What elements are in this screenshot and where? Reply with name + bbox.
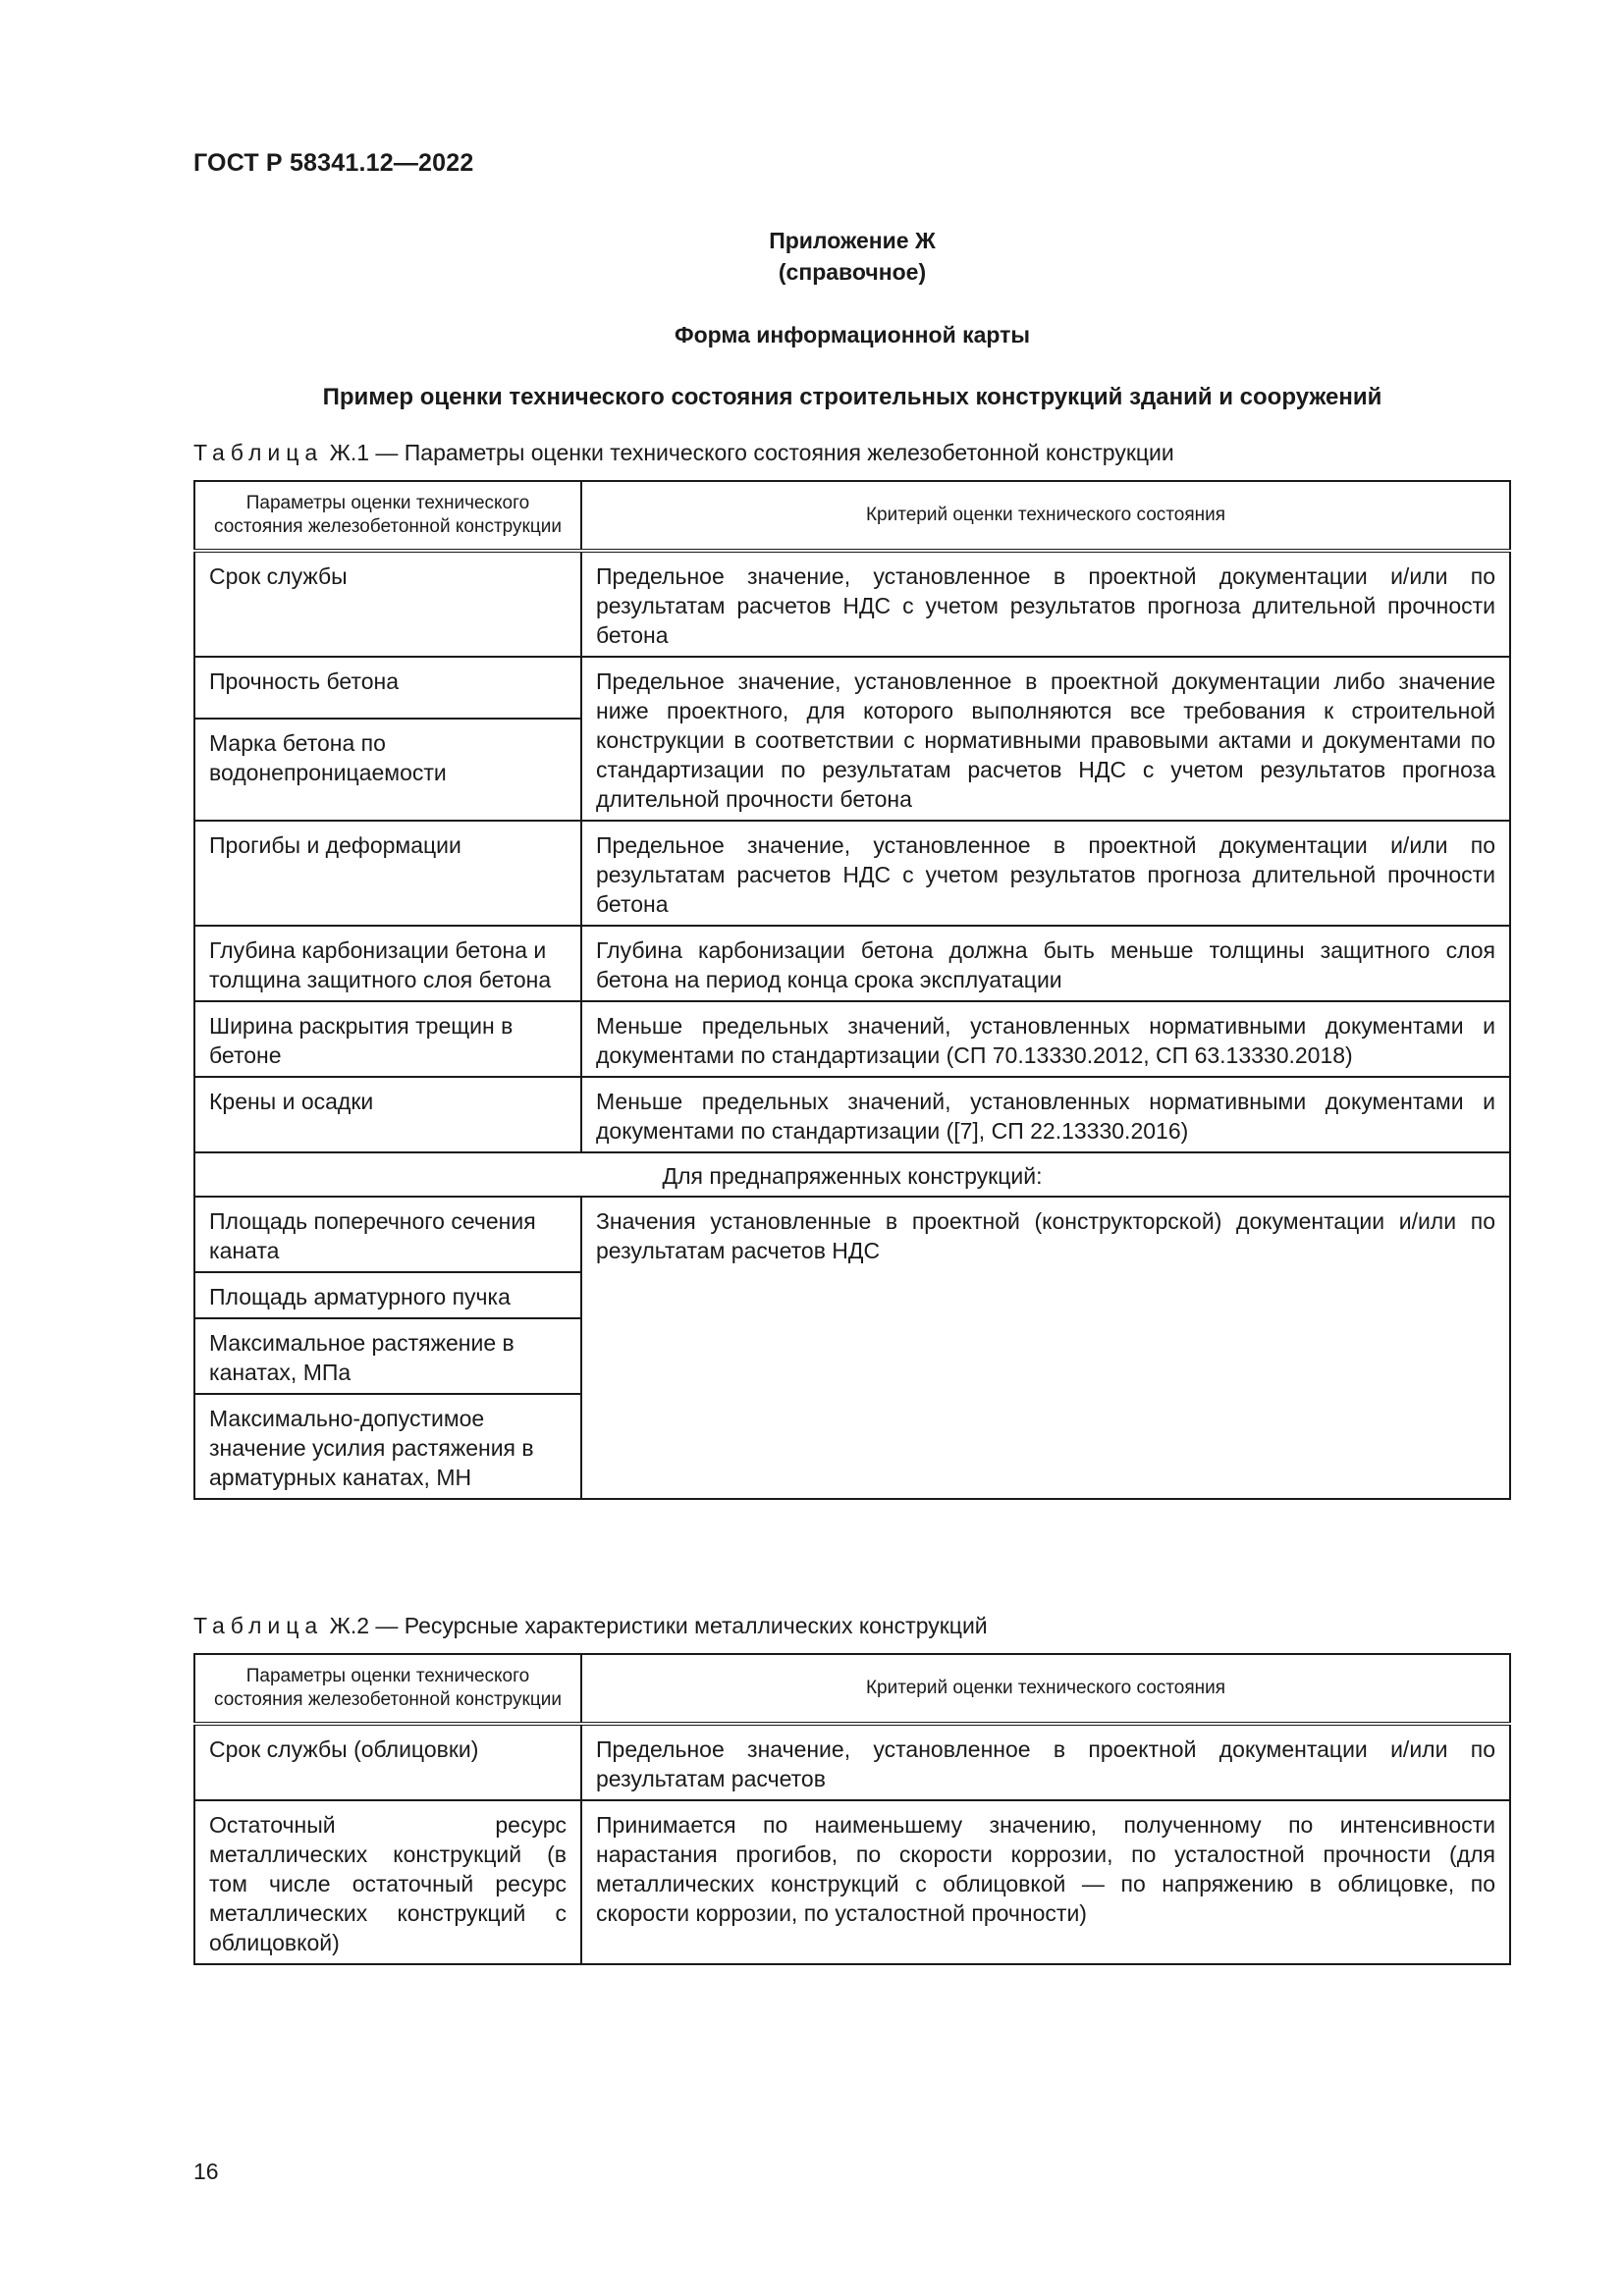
criterion-cell: Предельное значение, установленное в проектной документации либо значение ниже проектного, для которого выполняются все требования к строительной конструкции в соответствии с нормативными правовыми актами и документами по стандартизации по результатам расчетов НДС с учетом результатов прогноза длительной прочности бетона: [581, 657, 1510, 821]
param-cell: Максимально-допустимое значение усилия растяжения в арматурных канатах, МН: [194, 1394, 581, 1499]
standard-id: ГОСТ Р 58341.12—2022: [193, 149, 474, 177]
criterion-cell: Предельное значение, установленное в проектной документации и/или по результатам расчетов НДС с учетом результатов прогноза длительной прочности бетона: [581, 821, 1510, 926]
table1: [193, 480, 1511, 1500]
param-cell: Крены и осадки: [194, 1077, 581, 1152]
param-cell: Прочность бетона: [194, 657, 581, 719]
param-cell: Ширина раскрытия трещин в бетоне: [194, 1001, 581, 1077]
param-cell: Максимальное растяжение в канатах, МПа: [194, 1318, 581, 1394]
criterion-cell: Меньше предельных значений, установленных нормативными документами и документами по стандартизации (СП 70.13330.2012, СП 63.13330.2018): [581, 1001, 1510, 1077]
criterion-cell: Предельное значение, установленное в проектной документации и/или по результатам расчетов: [581, 1724, 1510, 1800]
param-cell: Площадь арматурного пучка: [194, 1272, 581, 1318]
table-row: [194, 1800, 1510, 1964]
table1-caption: [193, 440, 1174, 466]
table-row: [194, 1077, 1510, 1152]
criterion-cell: Значения установленные в проектной (конструкторской) документации и/или по результатам расчетов НДС: [581, 1197, 1510, 1499]
table1-caption-prefix: Таблица: [193, 440, 324, 465]
table1-header-row: [194, 481, 1510, 551]
criterion-cell: Глубина карбонизации бетона должна быть меньше толщины защитного слоя бетона на период конца срока эксплуатации: [581, 926, 1510, 1001]
table2: [193, 1653, 1511, 1965]
table1-header-criterion: Критерий оценки технического состояния: [581, 481, 1510, 551]
param-cell: Остаточный ресурс металлических конструкций (в том числе остаточный ресурс металлических конструкций с облицовкой): [194, 1800, 581, 1964]
table2-header-criterion: Критерий оценки технического состояния: [581, 1654, 1510, 1724]
table-row: [194, 1001, 1510, 1077]
param-cell: Марка бетона по водонепроницаемости: [194, 719, 581, 821]
table-row: [194, 1724, 1510, 1800]
criterion-cell: Меньше предельных значений, установленных нормативными документами и документами по стандартизации ([7], СП 22.13330.2016): [581, 1077, 1510, 1152]
form-title: Форма информационной карты: [674, 322, 1031, 347]
param-cell: Срок службы: [194, 551, 581, 657]
table-row: [194, 1197, 1510, 1272]
appendix-title: Приложение Ж: [769, 228, 936, 253]
table1-header-param: Параметры оценки технического состояния железобетонной конструкции: [194, 481, 581, 551]
table2-caption-prefix: Таблица: [193, 1613, 324, 1638]
example-title: Пример оценки технического состояния строительных конструкций зданий и сооружений: [322, 384, 1382, 410]
table-row: [194, 821, 1510, 926]
table-row: [194, 657, 1510, 719]
table2-caption: [193, 1613, 988, 1639]
appendix-status: (справочное): [778, 259, 927, 285]
param-cell: Глубина карбонизации бетона и толщина защитного слоя бетона: [194, 926, 581, 1001]
table2-caption-text: Ж.2 — Ресурсные характеристики металлических конструкций: [329, 1613, 988, 1638]
table-row: [194, 551, 1510, 657]
criterion-cell: Предельное значение, установленное в проектной документации и/или по результатам расчетов НДС с учетом результатов прогноза длительной прочности бетона: [581, 551, 1510, 657]
param-cell: Срок службы (облицовки): [194, 1724, 581, 1800]
page-number: 16: [193, 2159, 219, 2184]
table2-header-param: Параметры оценки технического состояния железобетонной конструкции: [194, 1654, 581, 1724]
table1-caption-text: Ж.1 — Параметры оценки технического состояния железобетонной конструкции: [329, 440, 1174, 465]
table-section-row: [194, 1152, 1510, 1197]
param-cell: Площадь поперечного сечения каната: [194, 1197, 581, 1272]
prestressed-section-label: Для преднапряженных конструкций:: [194, 1152, 1510, 1197]
param-cell: Прогибы и деформации: [194, 821, 581, 926]
criterion-cell: Принимается по наименьшему значению, полученному по интенсивности нарастания прогибов, по скорости коррозии, по усталостной прочности (для металлических конструкций с облицовкой — по напряжению в облицовке, по скорости коррозии, по усталостной прочности): [581, 1800, 1510, 1964]
table-row: [194, 926, 1510, 1001]
table2-header-row: [194, 1654, 1510, 1724]
